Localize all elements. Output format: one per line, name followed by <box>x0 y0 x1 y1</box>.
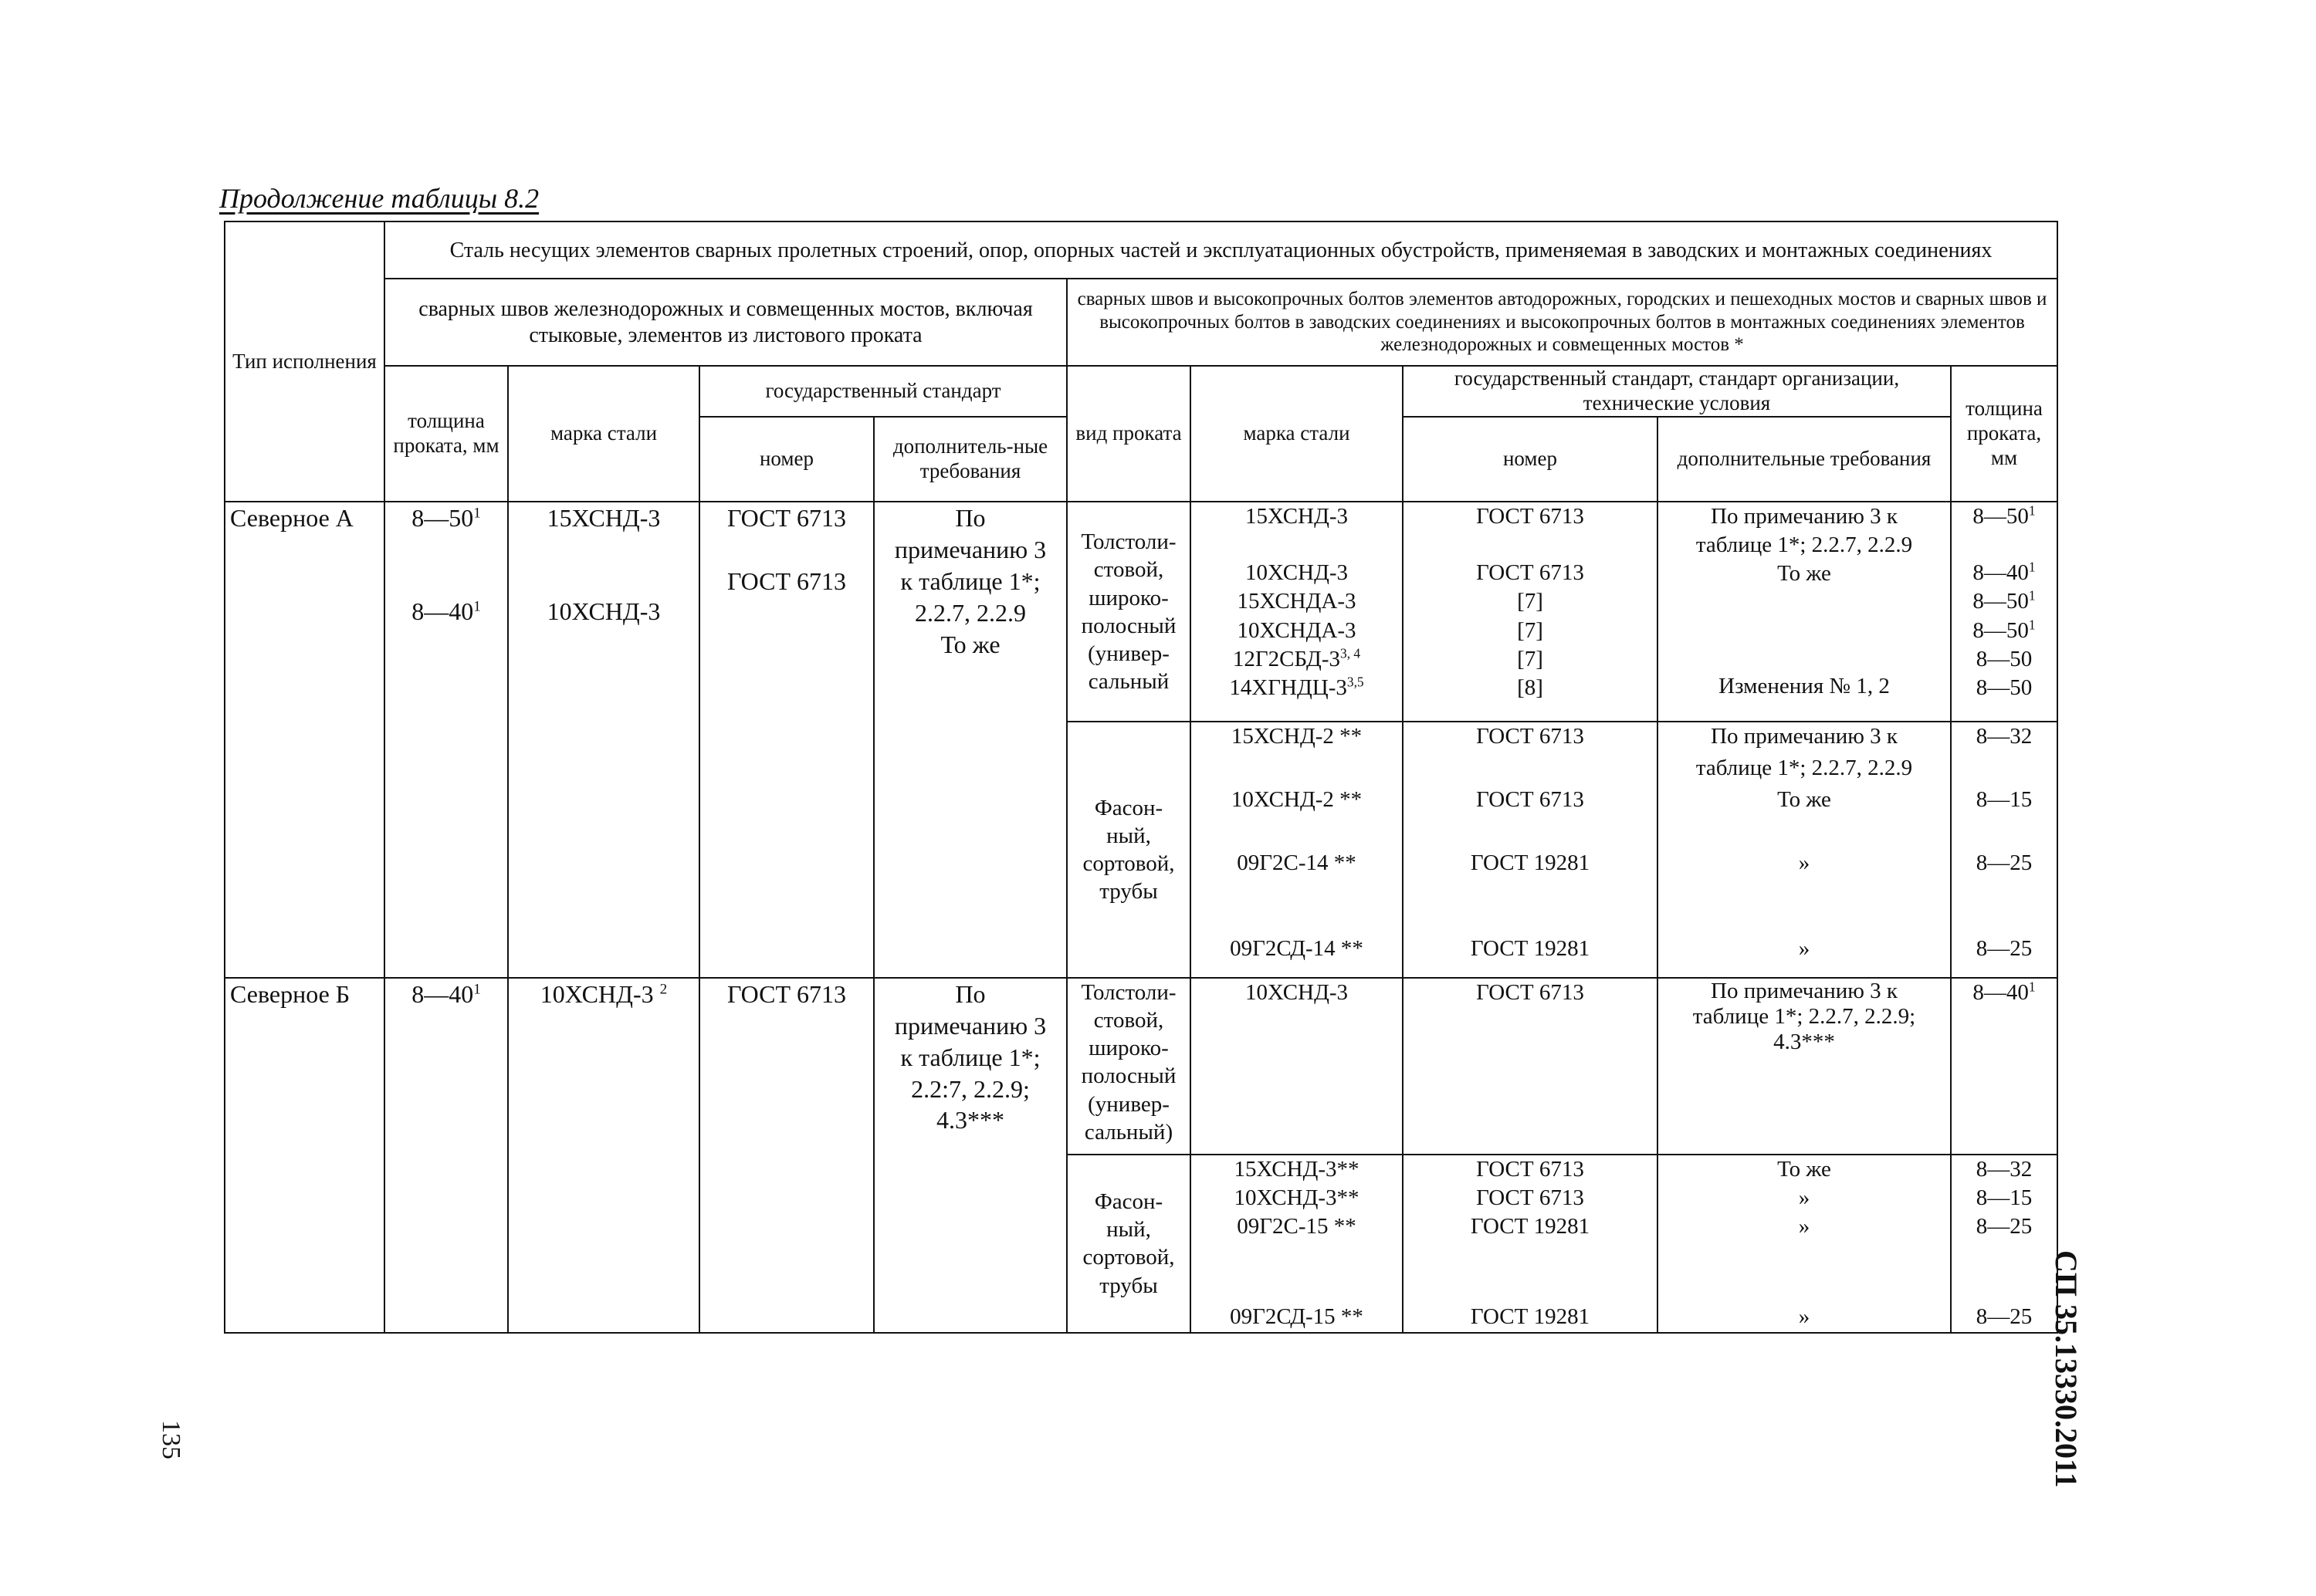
cell-grade-b: 10ХСНД-3 $^2$ <box>508 978 699 1333</box>
cell-thick-sheet-a: $8—50^1$ $8—40^1$ $8—50^1$ $8—50^1$ 8—50 8—50 <box>1951 502 2057 722</box>
cell-numbers-shaped-a: ГОСТ 6713 ГОСТ 6713 ГОСТ 19281 ГОСТ 19281 <box>1403 722 1657 977</box>
document-code: СП 35.13330.2011 <box>2049 1250 2084 1488</box>
cell-extras-sheet-a: По примечанию 3 к таблице 1*; 2.2.7, 2.2.9 То же Изменения № 1, 2 <box>1657 502 1951 722</box>
cell-kind-sheet-a: Толстоли-стовой, широко-полосный (универ-сальный <box>1067 502 1190 722</box>
cell-type-a: Северное А <box>225 502 384 978</box>
cell-gost-a: ГОСТ 6713 ГОСТ 6713 <box>699 502 874 978</box>
header-main: Сталь несущих элементов сварных пролетных строений, опор, опорных частей и эксплуатационных обустройств, применяемая в заводских и монтажных соединениях <box>384 221 2057 279</box>
header-number-2: номер <box>1403 417 1657 502</box>
header-thickness: толщина проката, мм <box>384 366 508 502</box>
cell-extras-shaped-b: То же » » » <box>1657 1155 1951 1333</box>
cell-kind-shaped-b: Фасон-ный, сортовой, трубы <box>1067 1155 1190 1333</box>
cell-number-sheet-b: ГОСТ 6713 <box>1403 978 1657 1155</box>
page-number: 135 <box>157 1420 185 1459</box>
cell-grades-shaped-b: 15ХСНД-3** 10ХСНД-3** 09Г2С-15 ** 09Г2СД-15 ** <box>1190 1155 1403 1333</box>
cell-grade-a: 15ХСНД-3 10ХСНД-3 <box>508 502 699 978</box>
cell-gost-b: ГОСТ 6713 <box>699 978 874 1333</box>
table-caption: Продолжение таблицы 8.2 <box>219 183 540 214</box>
header-grade-2: марка стали <box>1190 366 1403 502</box>
table-row-north-b <box>225 978 2057 1155</box>
cell-kind-shaped-a: Фасон-ный, сортовой, трубы <box>1067 722 1190 977</box>
cell-thickness-b: $8—40^1$ <box>384 978 508 1333</box>
header-number: номер <box>699 417 874 502</box>
header-type: Тип исполнения <box>225 221 384 502</box>
header-standard-2: государственный стандарт, стандарт организации, технические условия <box>1403 366 1951 417</box>
header-grade: марка стали <box>508 366 699 502</box>
header-group-2: сварных швов и высокопрочных болтов элементов автодорожных, городских и пешеходных мостов и сварных швов и высокопрочных болтов в заводских соединениях и высокопрочных болтов в монтажных соединениях элементов железнодорожных и совмещенных мостов * <box>1067 279 2057 365</box>
steel-table <box>224 221 2058 1334</box>
cell-grade-sheet-b: 10ХСНД-3 <box>1190 978 1403 1155</box>
header-kind: вид проката <box>1067 366 1190 502</box>
header-state-standard: государственный стандарт <box>699 366 1067 417</box>
cell-numbers-sheet-a: ГОСТ 6713 ГОСТ 6713 [7] [7] [7] [8] <box>1403 502 1657 722</box>
cell-grades-sheet-a: 15ХСНД-3 10ХСНД-3 15ХСНДА-3 10ХСНДА-3 12Г2СБД-3$^{3, 4}$ 14ХГНДЦ-3$^{3,5}$ <box>1190 502 1403 722</box>
cell-thick-shaped-b: 8—32 8—15 8—25 8—25 <box>1951 1155 2057 1333</box>
cell-extras-shaped-a: По примечанию 3 к таблице 1*; 2.2.7, 2.2.9 То же » » <box>1657 722 1951 977</box>
cell-thick-sheet-b: $8—40^1$ <box>1951 978 2057 1155</box>
header-thickness-2: толщина проката, мм <box>1951 366 2057 502</box>
cell-grades-shaped-a: 15ХСНД-2 ** 10ХСНД-2 ** 09Г2С-14 ** 09Г2СД-14 ** <box>1190 722 1403 977</box>
cell-extras-sheet-b: По примечанию 3 к таблице 1*; 2.2.7, 2.2.9; 4.3*** <box>1657 978 1951 1155</box>
cell-thickness-a: $8—50^1$ $8—40^1$ <box>384 502 508 978</box>
cell-thick-shaped-a: 8—32 8—15 8—25 8—25 <box>1951 722 2057 977</box>
cell-extra-b: По примечанию 3 к таблице 1*; 2.2:7, 2.2.9; 4.3*** <box>874 978 1067 1333</box>
header-extra-2: дополнительные требования <box>1657 417 1951 502</box>
cell-extra-a: По примечанию 3 к таблице 1*; 2.2.7, 2.2.9 То же <box>874 502 1067 978</box>
cell-numbers-shaped-b: ГОСТ 6713 ГОСТ 6713 ГОСТ 19281 ГОСТ 19281 <box>1403 1155 1657 1333</box>
cell-kind-sheet-b: Толстоли-стовой, широко-полосный (универ-сальный) <box>1067 978 1190 1155</box>
header-group-1: сварных швов железнодорожных и совмещенных мостов, включая стыковые, элементов из листового проката <box>384 279 1067 365</box>
table-row-north-a <box>225 502 2057 722</box>
cell-type-b: Северное Б <box>225 978 384 1333</box>
header-extra-1: дополнитель-ные требования <box>874 417 1067 502</box>
